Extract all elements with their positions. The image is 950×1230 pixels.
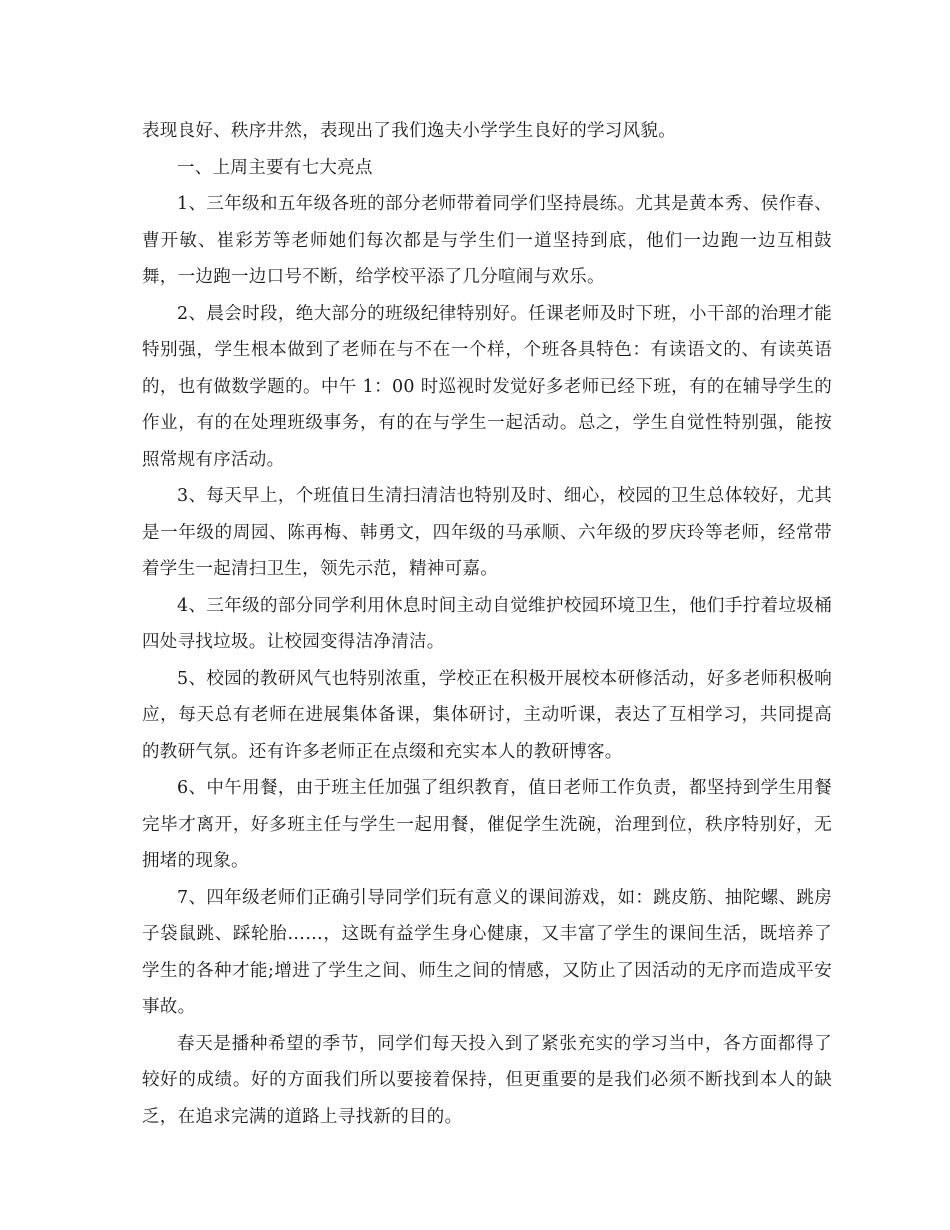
paragraph-item-5: 5、校园的教研风气也特别浓重，学校正在积极开展校本研修活动，好多老师积极响应，每天总有老师在进展集体备课，集体研讨，主动听课，表达了互相学习，共同提高的教研气氛。还有许多老师正在点缀和充实本人的教研博客。 [142,668,832,762]
paragraph-item-6: 6、中午用餐，由于班主任加强了组织教育，值日老师工作负责，都坚持到学生用餐完毕才离开，好多班主任与学生一起用餐，催促学生洗碗，治理到位，秩序特别好，无拥堵的现象。 [142,778,832,871]
paragraph-continuation: 表现良好、秩序井然，表现出了我们逸夫小学学生良好的学习风貌。 [142,121,676,141]
paragraph-item-7: 7、四年级老师们正确引导同学们玩有意义的课间游戏，如：跳皮筋、抽陀螺、跳房子袋鼠跳、踩轮胎……，这既有益学生身心健康，又丰富了学生的课间生活，既培养了学生的各种才能;增进了学生之间、师生之间的情感，又防止了因活动的无序而造成平安事故。 [142,887,832,1017]
document-body [142,113,832,1135]
paragraph-item-2: 2、晨会时段，绝大部分的班级纪律特别好。任课老师及时下班，小干部的治理才能特别强，学生根本做到了老师在与不在一个样，个班各具特色：有读语文的、有读英语的，也有做数学题的。中午 1：00 时巡视时发觉好多老师已经下班，有的在辅导学生的作业，有的在处理班级事务，有的在与学生一起活动。总之，学生自觉性特别强，能按照常规有序活动。 [142,303,832,470]
paragraph-conclusion: 春天是播种希望的季节，同学们每天投入到了紧张充实的学习当中，各方面都得了较好的成绩。好的方面我们所以要接着保持，但更重要的是我们必须不断找到本人的缺乏，在追求完满的道路上寻找新的目的。 [142,1033,832,1127]
section-heading: 一、上周主要有七大亮点 [177,157,373,178]
paragraph-item-1: 1、三年级和五年级各班的部分老师带着同学们坚持晨练。尤其是黄本秀、侯作春、曹开敏、崔彩芳等老师她们每次都是与学生们一道坚持到底，他们一边跑一边互相鼓舞，一边跑一边口号不断，给学校平添了几分喧闹与欢乐。 [142,194,832,287]
paragraph-item-3: 3、每天早上，个班值日生清扫清洁也特别及时、细心，校园的卫生总体较好，尤其是一年级的周园、陈再梅、韩勇文，四年级的马承顺、六年级的罗庆玲等老师，经常带着学生一起清扫卫生，领先示范，精神可嘉。 [142,486,832,579]
paragraph-item-4: 4、三年级的部分同学利用休息时间主动自觉维护校园环境卫生，他们手拧着垃圾桶四处寻找垃圾。让校园变得洁净清洁。 [142,595,832,652]
